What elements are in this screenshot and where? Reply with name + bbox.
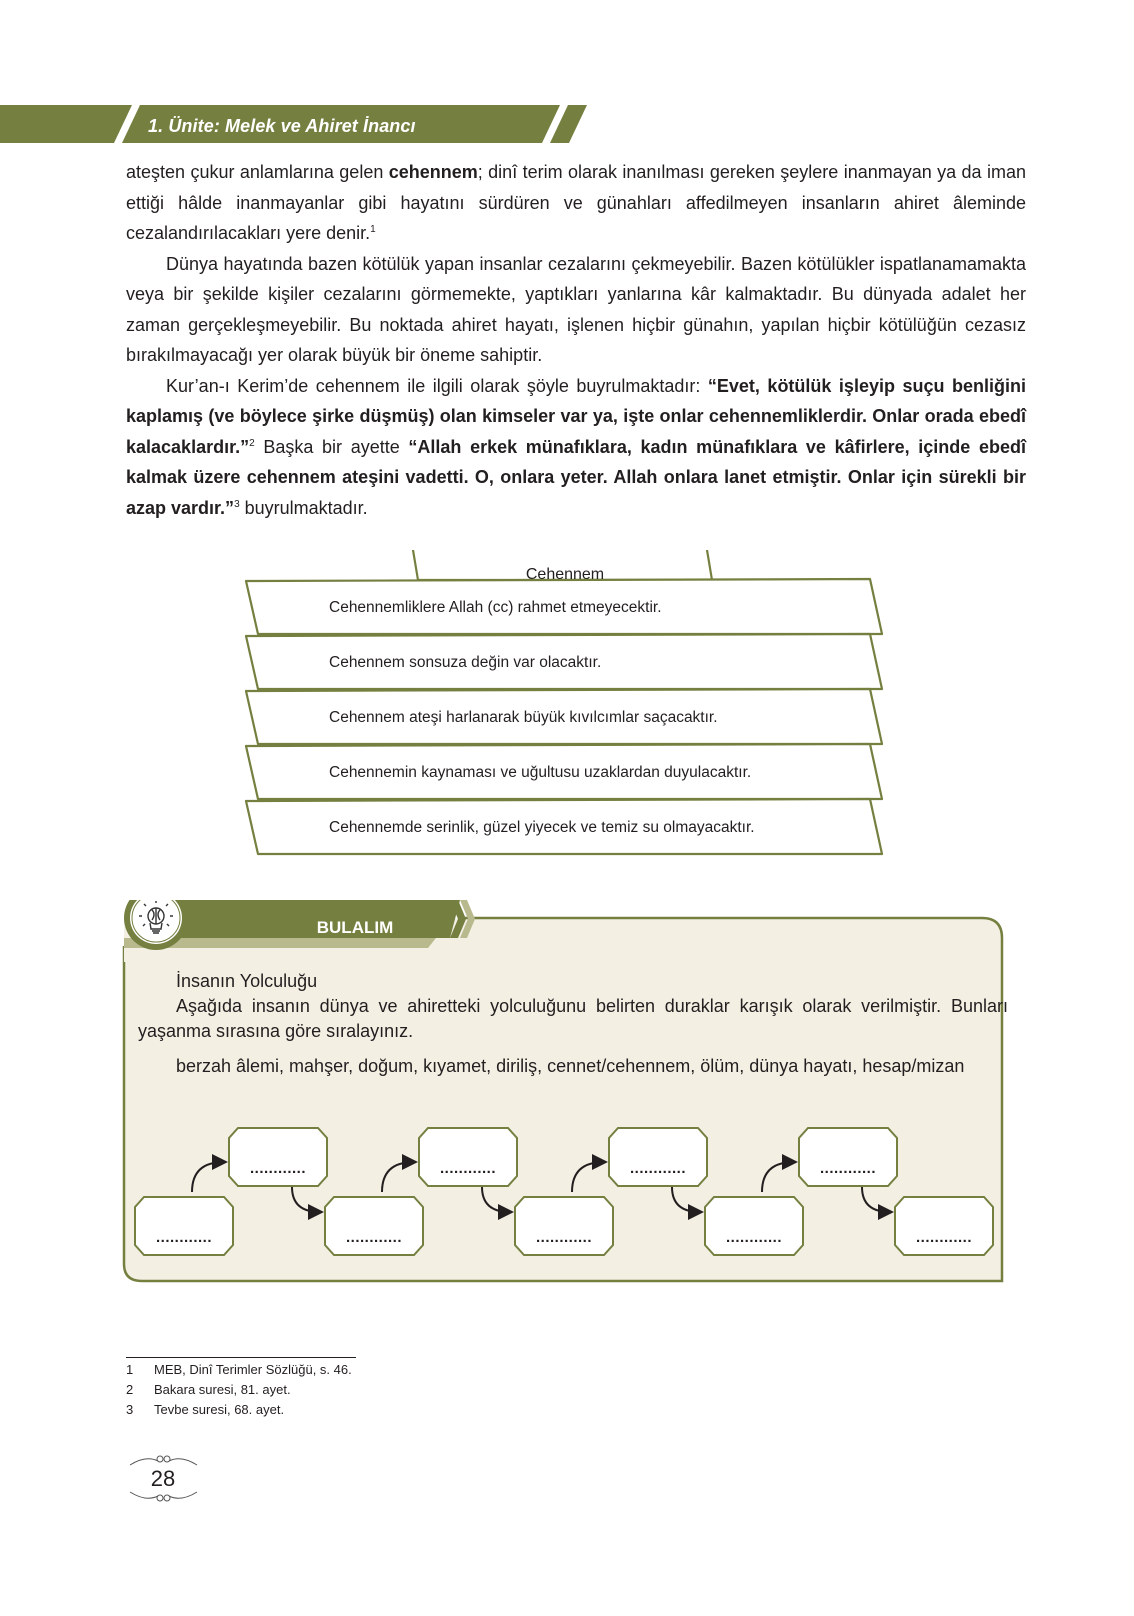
footnotes: [126, 1360, 352, 1420]
diagram-item: Cehennemde serinlik, güzel yiyecek ve temiz su olmayacaktır.: [329, 819, 755, 836]
activity-instruction: Aşağıda insanın dünya ve ahiretteki yolculuğunu belirten duraklar karışık olarak verilmiştir. Bunları yaşanma sırasına göre sıralayınız.: [138, 996, 1008, 1041]
footnote: 2 Bakara suresi, 81. ayet.: [126, 1382, 291, 1397]
footnote: 3 Tevbe suresi, 68. ayet.: [126, 1402, 285, 1417]
footnote: 1 MEB, Dinî Terimler Sözlüğü, s. 46.: [126, 1362, 352, 1377]
footnote-ref[interactable]: 1: [370, 224, 376, 235]
footnote-ref[interactable]: 2: [249, 437, 255, 449]
paragraph-2: Dünya hayatında bazen kötülük yapan insanlar cezalarını çekmeyebilir. Bazen kötülükler ispatlanamamakta veya bir şekilde kişiler cezalarını görmemekte, yaptıkları yanlarına kâr kalmaktadır. Bu dünyada adalet her zaman gerçekleşmeyebilir. Bu noktada ahiret hayatı, işlenen hiçbir günahın, yapılan hiçbir kötülüğün cezasız bırakılmayacağı yer olarak büyük bir öneme sahiptir.: [126, 253, 1026, 365]
answer-box-6[interactable]: ............: [608, 1127, 708, 1187]
ornament-bottom-icon: [126, 1490, 201, 1504]
flow-arrows: [120, 900, 1030, 1320]
answer-box-7[interactable]: ............: [704, 1196, 804, 1256]
answer-box-2[interactable]: ............: [228, 1127, 328, 1187]
diagram-item: Cehennemliklere Allah (cc) rahmet etmeyecektir.: [329, 599, 662, 616]
answer-box-3[interactable]: ............: [324, 1196, 424, 1256]
activity-header-label: BULALIM: [316, 918, 394, 937]
answer-box-8[interactable]: ............: [798, 1127, 898, 1187]
diagram-title: Cehennem: [525, 566, 605, 583]
quote-2: “Allah erkek münafıklara, kadın münafıklara ve kâfirlere, içinde ebedî kalmak üzere cehennem ateşini vadetti. O, onlara yeter. Allah onlara lanet etmiştir. Onlar için sürekli bir azap vardır.”: [126, 436, 1026, 518]
unit-title: 1. Ünite: Melek ve Ahiret İnancı: [148, 116, 416, 136]
answer-box-4[interactable]: ............: [418, 1127, 518, 1187]
footnote-divider: [126, 1357, 356, 1358]
page-number: 28: [150, 1466, 176, 1491]
activity-title: İnsanın Yolculuğu: [176, 971, 318, 991]
diagram-item: Cehennem sonsuza değin var olacaktır.: [329, 654, 602, 671]
ornament-top-icon: [126, 1453, 201, 1467]
answer-box-9[interactable]: ............: [894, 1196, 994, 1256]
diagram-item: Cehennemin kaynaması ve uğultusu uzaklardan duyulacaktır.: [329, 764, 752, 781]
body-text: [126, 157, 1026, 523]
term-cehennem: cehennem: [388, 162, 478, 182]
activity-word-list: berzah âlemi, mahşer, doğum, kıyamet, diriliş, cennet/cehennem, ölüm, dünya hayatı, hesap/mizan: [176, 1056, 965, 1076]
diagram-item: Cehennem ateşi harlanarak büyük kıvılcımlar saçacaktır.: [329, 709, 718, 726]
answer-box-1[interactable]: ............: [134, 1196, 234, 1256]
bulalim-activity: [120, 900, 1030, 1320]
quote-1: “Evet, kötülük işleyip suçu benliğini kaplamış (ve böylece şirke düşmüş) olan kimseler var ya, işte onlar cehennemliklerdir. Onlar orada ebedî kalacaklardır.”: [126, 375, 1026, 457]
answer-box-5[interactable]: ............: [514, 1196, 614, 1256]
paragraph-3: Kur’an-ı Kerim’de cehennem ile ilgili olarak şöyle buyrulmaktadır: “Evet, kötülük işleyip suçu benliğini kaplamış (ve böylece şirke düşmüş) olan kimseler var ya, işte onlar cehennemliklerdir. Onlar orada ebedî kalacaklardır.”$^2$ Başka bir ayette “Allah erkek münafıklara, kadın münafıklara ve kâfirlere, içinde ebedî kalmak üzere cehennem ateşini vadetti. O, onlara yeter. Allah onlara lanet etmiştir. Onlar için sürekli bir azap vardır.”$^3$ buyrulmaktadır.: [126, 375, 1026, 518]
paragraph-1: ateşten çukur anlamlarına gelen cehennem; dinî terim olarak inanılması gereken şeylere inanmayan ya da iman ettiği hâlde inanmayanlar gibi hayatını sürdüren ve günahları affedilmeyen insanların ahiret âleminde cezalandırılacakları yere denir.$^1$: [126, 162, 1026, 243]
cehennem-diagram: [240, 550, 900, 880]
footnote-ref[interactable]: 3: [234, 498, 240, 510]
